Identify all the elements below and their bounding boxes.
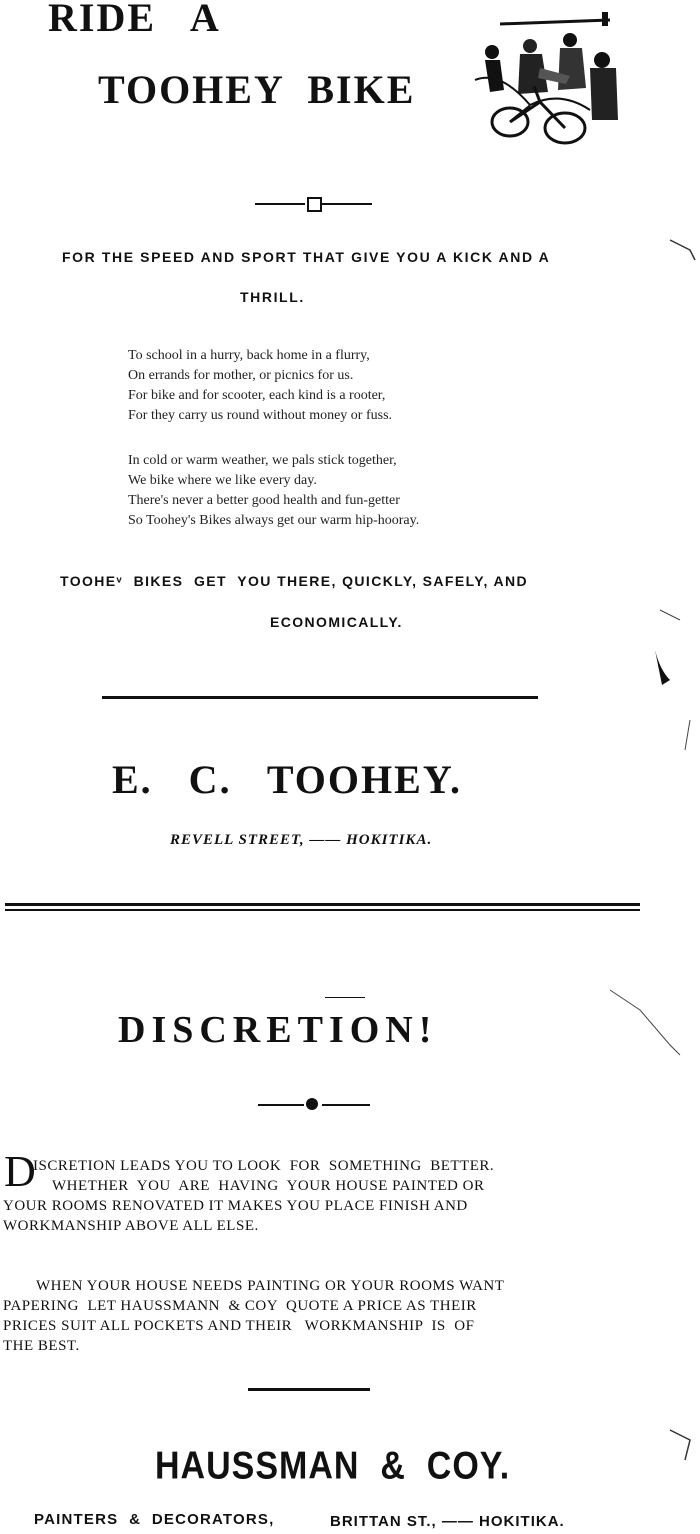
ornament-dot bbox=[306, 1098, 318, 1110]
poem-line: We bike where we like every day. bbox=[128, 473, 317, 488]
headline-ride-a: RIDE A bbox=[48, 0, 221, 40]
poem-line: There's never a better good health and fun-getter bbox=[128, 493, 400, 508]
paragraph-2-line-2: PAPERING LET HAUSSMANN & COY QUOTE A PRICE AS THEIR bbox=[3, 1298, 477, 1314]
cyclists-illustration bbox=[470, 10, 620, 150]
slogan-line-1: TOOHEᵛ BIKES GET YOU THERE, QUICKLY, SAFELY, AND bbox=[60, 573, 529, 589]
poem-line: To school in a hurry, back home in a flurry, bbox=[128, 348, 370, 363]
poem-line: So Toohey's Bikes always get our warm hip-hooray. bbox=[128, 513, 420, 528]
edge-smudges bbox=[600, 140, 700, 1534]
paragraph-2-line-1: WHEN YOUR HOUSE NEEDS PAINTING OR YOUR ROOMS WANT bbox=[36, 1278, 505, 1294]
tagline-line-2: THRILL. bbox=[240, 289, 305, 305]
paragraph-2-line-3: PRICES SUIT ALL POCKETS AND THEIR WORKMANSHIP IS OF bbox=[3, 1318, 475, 1334]
ornament-rule-left bbox=[258, 1104, 304, 1106]
slogan-line-2: ECONOMICALLY. bbox=[270, 614, 403, 630]
ornament-box bbox=[307, 197, 322, 212]
ornament-rule-right bbox=[322, 203, 372, 205]
section-divider bbox=[248, 1388, 370, 1391]
business-name-toohey: E. C. TOOHEY. bbox=[112, 757, 463, 802]
poem-stanza-1 bbox=[128, 346, 392, 426]
headline-overline bbox=[325, 997, 365, 998]
paragraph-1-line-4: WORKMANSHIP ABOVE ALL ELSE. bbox=[3, 1218, 259, 1234]
paragraph-1-line-2: WHETHER YOU ARE HAVING YOUR HOUSE PAINTED OR bbox=[52, 1178, 485, 1194]
paragraph-1-line-3: YOUR ROOMS RENOVATED IT MAKES YOU PLACE FINISH AND bbox=[3, 1198, 468, 1214]
poem-stanza-2 bbox=[128, 451, 419, 531]
toohey-address: REVELL STREET, —— HOKITIKA. bbox=[170, 832, 433, 848]
poem-line: For bike and for scooter, each kind is a rooter, bbox=[128, 388, 386, 403]
footer-address: BRITTAN ST., —— HOKITIKA. bbox=[330, 1513, 565, 1530]
headline-toohey-bike: TOOHEY BIKE bbox=[98, 67, 416, 112]
headline-discretion: DISCRETION! bbox=[118, 1009, 438, 1051]
poem-line: On errands for mother, or picnics for us. bbox=[128, 368, 354, 383]
section-divider bbox=[102, 696, 538, 699]
tagline-line-1: FOR THE SPEED AND SPORT THAT GIVE YOU A KICK AND A bbox=[62, 249, 551, 265]
paragraph-2-line-4: THE BEST. bbox=[3, 1338, 80, 1354]
ornament-rule-left bbox=[255, 203, 305, 205]
footer-trade: PAINTERS & DECORATORS, bbox=[34, 1511, 275, 1528]
page-rule-bottom bbox=[5, 909, 640, 911]
ornament-rule-right bbox=[322, 1104, 370, 1106]
poem-line: For they carry us round without money or fuss. bbox=[128, 408, 393, 423]
paragraph-1-line-1: ISCRETION LEADS YOU TO LOOK FOR SOMETHING BETTER. bbox=[33, 1158, 495, 1174]
poem-line: In cold or warm weather, we pals stick together, bbox=[128, 453, 397, 468]
drop-cap: D bbox=[4, 1147, 36, 1196]
page-rule-top bbox=[5, 903, 640, 906]
business-name-haussman: HAUSSMAN & COY. bbox=[155, 1444, 511, 1488]
